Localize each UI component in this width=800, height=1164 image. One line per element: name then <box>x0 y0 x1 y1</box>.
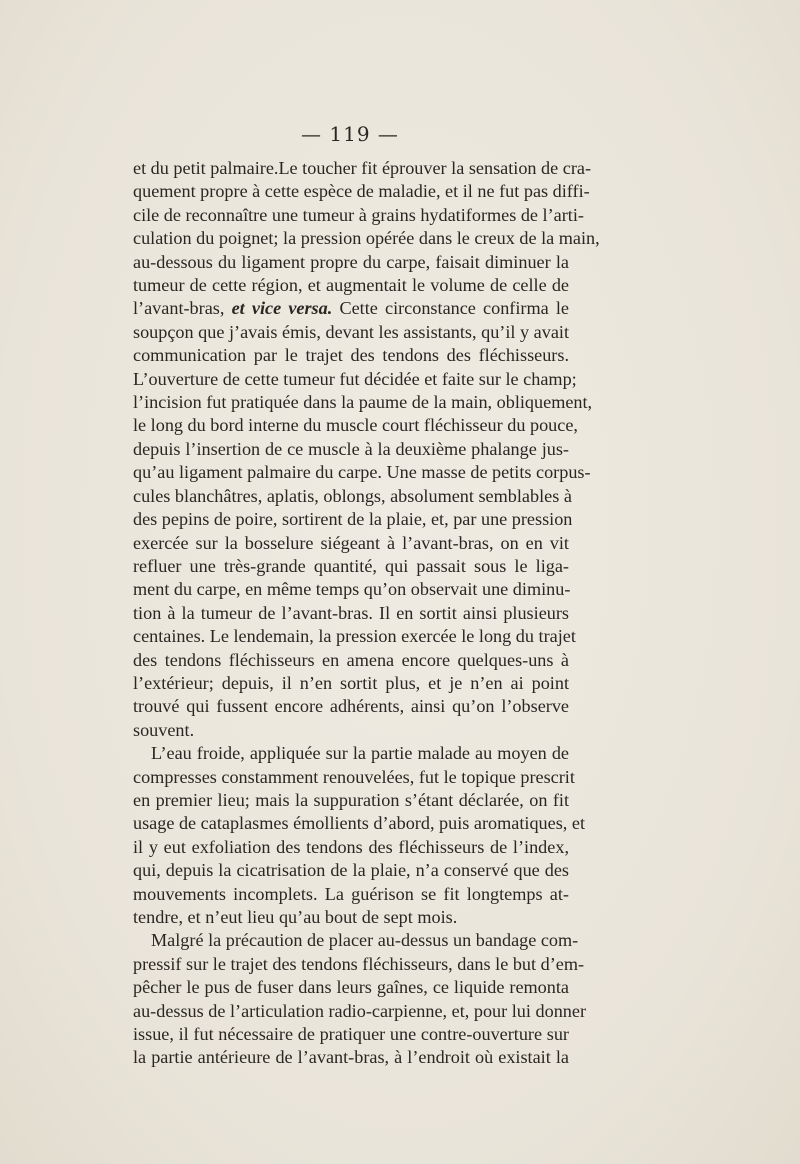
text-line: l’incision fut pratiquée dans la paume de la main, obliquement, <box>133 392 593 413</box>
text-line: tion à la tumeur de l’avant-bras. Il en sortit ainsi plusieurs <box>133 602 569 623</box>
text-line: L’eau froide, appliquée sur la partie malade au moyen de <box>151 743 569 764</box>
text-line: mouvements incomplets. La guérison se fit longtemps at- <box>133 883 569 904</box>
text-line: au-dessus de l’articulation radio-carpienne, et, pour lui donner <box>133 1000 587 1021</box>
paragraph-2 <box>133 742 586 929</box>
text-line: des tendons fléchisseurs en amena encore quelques-uns à <box>133 649 569 670</box>
text-run: Cette circonstance confirma le <box>332 298 569 319</box>
text-line: et du petit palmaire.Le toucher fit éprouver la sensation de cra- <box>133 158 592 178</box>
text-line: qui, depuis la cicatrisation de la plaie, n’a conservé que des <box>133 860 569 881</box>
text-line: tendre, et n’eut lieu qu’au bout de sept mois. <box>133 907 458 927</box>
text-line: l’extérieur; depuis, il n’en sortit plus, et je n’en ai point <box>133 672 569 693</box>
paragraph-1 <box>133 157 600 742</box>
text-line: communication par le trajet des tendons des fléchisseurs. <box>133 345 569 366</box>
text-line: depuis l’insertion de ce muscle à la deuxième phalange jus- <box>133 438 569 459</box>
text-line: issue, il fut nécessaire de pratiquer une contre-ouverture sur <box>133 1024 569 1045</box>
text-line: pressif sur le trajet des tendons fléchisseurs, dans le but d’em- <box>133 953 585 974</box>
text-line-with-italic <box>133 297 569 320</box>
text-line: L’ouverture de cette tumeur fut décidée et faite sur le champ; <box>133 368 577 389</box>
text-line: exercée sur la bosselure siégeant à l’avant-bras, on en vit <box>133 532 569 553</box>
text-line: au-dessous du ligament propre du carpe, faisait diminuer la <box>133 251 569 272</box>
text-line: en premier lieu; mais la suppuration s’étant déclarée, on fit <box>133 789 569 810</box>
text-line: refluer une très-grande quantité, qui passait sous le liga- <box>133 555 569 576</box>
text-line: la partie antérieure de l’avant-bras, à l’endroit où existait la <box>133 1047 569 1068</box>
text-line: cile de reconnaître une tumeur à grains hydatiformes de l’arti- <box>133 204 584 225</box>
text-line: quement propre à cette espèce de maladie, et il ne fut pas diffi- <box>133 181 590 202</box>
text-run: l’avant-bras, <box>133 298 232 319</box>
text-line: le long du bord interne du muscle court fléchisseur du pouce, <box>133 415 578 436</box>
text-line: centaines. Le lendemain, la pression exercée le long du trajet <box>133 626 576 647</box>
text-line: soupçon que j’avais émis, devant les assistants, qu’il y avait <box>133 321 569 342</box>
text-line: cules blanchâtres, aplatis, oblongs, absolument semblables à <box>133 485 572 506</box>
text-line: usage de cataplasmes émollients d’abord, puis aromatiques, et <box>133 813 586 834</box>
body-text <box>133 157 600 1070</box>
text-line: compresses constamment renouvelées, fut le topique prescrit <box>133 766 575 787</box>
paragraph-3 <box>133 929 587 1069</box>
text-line: des pepins de poire, sortirent de la plaie, et, par une pression <box>133 509 573 530</box>
text-line: pêcher le pus de fuser dans leurs gaînes, ce liquide remonta <box>133 977 569 998</box>
text-line: il y eut exfoliation des tendons des fléchisseurs de l’index, <box>133 836 569 857</box>
text-line: Malgré la précaution de placer au-dessus un bandage com- <box>151 930 579 951</box>
italic-phrase: et vice versa. <box>231 298 333 319</box>
text-line: qu’au ligament palmaire du carpe. Une masse de petits corpus- <box>133 462 591 483</box>
text-line: culation du poignet; la pression opérée dans le creux de la main, <box>133 228 600 249</box>
text-line: souvent. <box>133 719 195 740</box>
text-line: tumeur de cette région, et augmentait le volume de celle de <box>133 275 569 296</box>
text-line: ment du carpe, en même temps qu’on observait une diminu- <box>133 579 571 600</box>
text-line: trouvé qui fussent encore adhérents, ainsi qu’on l’observe <box>133 696 569 717</box>
page-number: — 119 — <box>301 122 399 146</box>
